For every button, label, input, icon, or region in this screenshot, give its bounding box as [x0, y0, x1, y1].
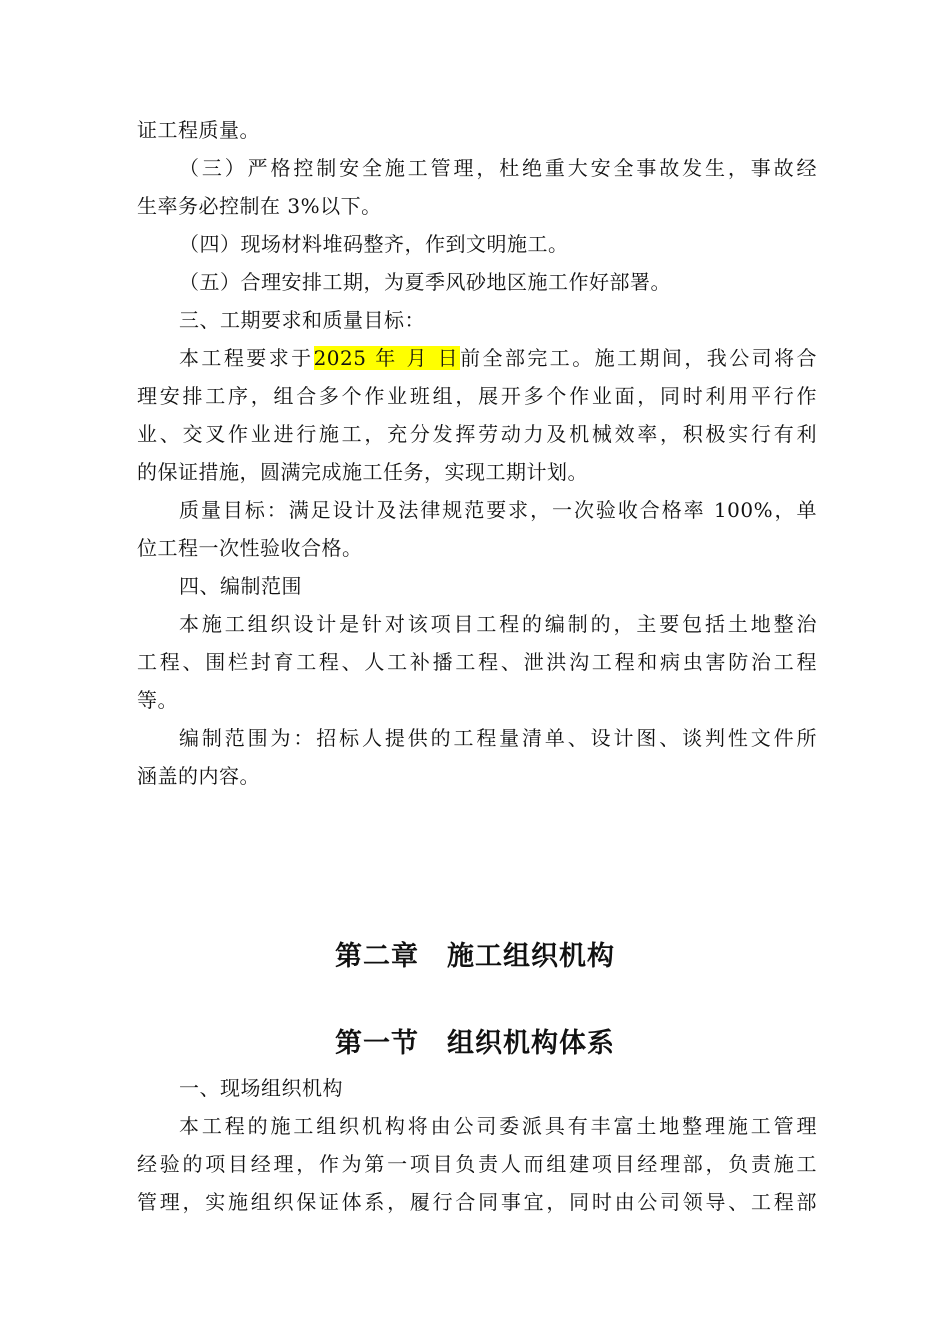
paragraph-line: 工程、围栏封育工程、人工补播工程、泄洪沟工程和病虫害防治工程 — [137, 650, 817, 674]
paragraph-line: 业、交叉作业进行施工，充分发挥劳动力及机械效率，积极实行有利 — [137, 422, 817, 446]
paragraph-line: 生率务必控制在 3%以下。 — [137, 194, 382, 218]
paragraph-line: 本施工组织设计是针对该项目工程的编制的，主要包括土地整治 — [179, 612, 817, 636]
chapter-title: 第二章 施工组织机构 — [335, 941, 615, 972]
paragraph-line: 本工程的施工组织机构将由公司委派具有丰富土地整理施工管理 — [179, 1114, 817, 1138]
paragraph-line: 位工程一次性验收合格。 — [137, 536, 363, 560]
paragraph-line: 经验的项目经理，作为第一项目负责人而组建项目经理部，负责施工 — [137, 1152, 817, 1176]
paragraph-line-with-highlight — [179, 340, 817, 376]
section-heading-line: 四、编制范围 — [179, 574, 302, 598]
highlighted-date: 2025 年 月 日 — [313, 346, 461, 370]
section-heading-line: 三、工期要求和质量目标： — [179, 308, 425, 332]
paragraph-line: 证工程质量。 — [137, 118, 260, 142]
paragraph-line: 管理，实施组织保证体系，履行合同事宜，同时由公司领导、工程部 — [137, 1190, 817, 1214]
paragraph-line: 理安排工序，组合多个作业班组，展开多个作业面，同时利用平行作 — [137, 384, 817, 408]
section-heading-line: 一、现场组织机构 — [179, 1076, 343, 1100]
paragraph-line: （三）严格控制安全施工管理，杜绝重大安全事故发生，事故经 — [179, 156, 817, 180]
paragraph-line: 等。 — [137, 688, 178, 712]
paragraph-line: 的保证措施，圆满完成施工任务，实现工期计划。 — [137, 460, 588, 484]
paragraph-line: （五）合理安排工期，为夏季风砂地区施工作好部署。 — [179, 270, 671, 294]
paragraph-line: （四）现场材料堆码整齐，作到文明施工。 — [179, 232, 569, 256]
paragraph-line: 编制范围为：招标人提供的工程量清单、设计图、谈判性文件所 — [179, 726, 817, 750]
paragraph-line: 质量目标：满足设计及法律规范要求，一次验收合格率 100%，单 — [179, 498, 817, 522]
paragraph-line: 涵盖的内容。 — [137, 764, 260, 788]
section-title: 第一节 组织机构体系 — [335, 1028, 615, 1059]
line-prefix: 本工程要求于 — [179, 346, 314, 370]
line-suffix: 前全部完工。施工期间，我公司将合 — [460, 346, 817, 370]
